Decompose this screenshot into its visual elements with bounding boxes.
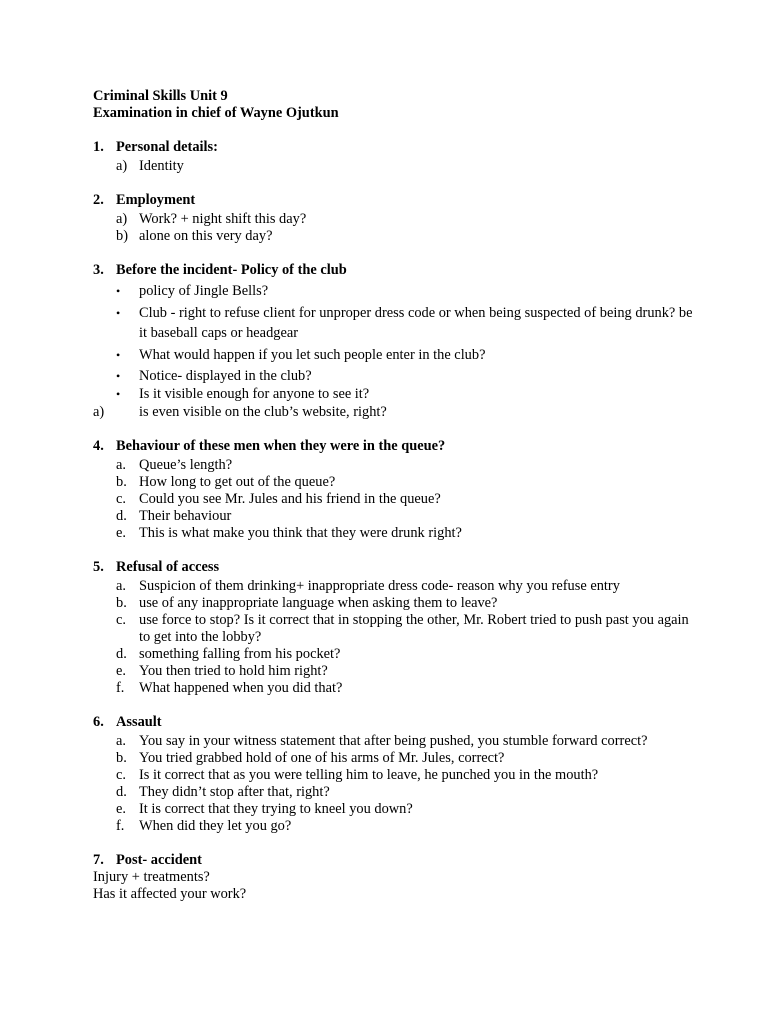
list-item: [93, 801, 693, 818]
list-item: [93, 733, 693, 750]
item-text: You then tried to hold him right?: [139, 663, 328, 679]
section-refusal-of-access: [93, 559, 693, 697]
text-line: Injury + treatments?: [93, 869, 210, 885]
item-text: It is correct that they trying to kneel you down?: [139, 801, 413, 817]
item-marker: a): [116, 211, 128, 227]
list-item: [93, 784, 693, 801]
section-heading: [93, 559, 693, 576]
item-list: [93, 211, 693, 245]
item-list: [93, 282, 693, 421]
item-marker: f.: [116, 818, 125, 834]
item-marker: a.: [116, 578, 126, 594]
item-text: Is it visible enough for anyone to see it?: [139, 386, 370, 402]
item-marker: b.: [116, 750, 127, 766]
item-text: Could you see Mr. Jules and his friend in the queue?: [139, 491, 441, 507]
section-behaviour-in-queue: [93, 438, 693, 542]
section-personal-details: [93, 139, 693, 175]
list-item: [93, 508, 693, 525]
document-title: Criminal Skills Unit 9: [93, 88, 228, 104]
section-heading: [93, 438, 693, 455]
item-marker: d.: [116, 508, 127, 524]
item-text: Notice- displayed in the club?: [139, 368, 312, 384]
item-text: Is it correct that as you were telling him to leave, he punched you in the mouth?: [139, 767, 599, 783]
section-number: 5.: [93, 559, 104, 575]
item-marker: c.: [116, 491, 126, 507]
list-item: [93, 578, 693, 595]
item-marker: d.: [116, 646, 127, 662]
item-text: Identity: [139, 158, 184, 174]
bullet-marker: •: [116, 348, 121, 362]
section-heading: [93, 139, 693, 156]
list-item: [93, 663, 693, 680]
item-marker: a.: [116, 733, 126, 749]
item-text: Their behaviour: [139, 508, 232, 524]
bullet-marker: •: [116, 369, 121, 383]
item-list: [93, 457, 693, 542]
item-marker: c.: [116, 612, 126, 628]
item-text: Work? + night shift this day?: [139, 211, 307, 227]
list-item: [93, 818, 693, 835]
section-title: Post- accident: [116, 852, 202, 868]
section-heading: [93, 852, 693, 869]
item-text: is even visible on the club’s website, right?: [139, 404, 387, 420]
list-item: [93, 525, 693, 542]
section-title: Personal details:: [116, 139, 218, 155]
section-number: 7.: [93, 852, 104, 868]
text-line: Has it affected your work?: [93, 886, 247, 902]
item-text: policy of Jingle Bells?: [139, 283, 269, 299]
section-title: Behaviour of these men when they were in the queue?: [116, 438, 446, 454]
list-item: [93, 595, 693, 612]
item-marker: a.: [116, 457, 126, 473]
section-number: 2.: [93, 192, 104, 208]
section-number: 4.: [93, 438, 104, 454]
list-item: [93, 403, 693, 421]
section-heading: [93, 192, 693, 209]
item-marker: e.: [116, 525, 126, 541]
item-text: alone on this very day?: [139, 228, 273, 244]
section-heading: [93, 262, 693, 279]
item-marker: d.: [116, 784, 127, 800]
list-item: [93, 646, 693, 663]
section-title: Assault: [116, 714, 162, 730]
list-item: [93, 158, 693, 175]
item-text: You say in your witness statement that after being pushed, you stumble forward correct?: [139, 733, 648, 749]
list-item: [93, 303, 693, 343]
section-title: Refusal of access: [116, 559, 220, 575]
bullet-marker: •: [116, 284, 121, 298]
item-marker: a): [116, 158, 128, 174]
item-marker: f.: [116, 680, 125, 696]
section-number: 6.: [93, 714, 104, 730]
item-text: How long to get out of the queue?: [139, 474, 336, 490]
item-text: What would happen if you let such people enter in the club?: [139, 347, 486, 363]
item-text: You tried grabbed hold of one of his arms of Mr. Jules, correct?: [139, 750, 505, 766]
bullet-marker: •: [116, 306, 121, 320]
list-item: [93, 346, 693, 364]
section-title: Employment: [116, 192, 196, 208]
item-marker: b.: [116, 595, 127, 611]
list-item: [93, 385, 693, 403]
item-marker: b.: [116, 474, 127, 490]
item-text: When did they let you go?: [139, 818, 292, 834]
list-item: [93, 680, 693, 697]
section-post-accident: [93, 852, 693, 903]
item-list: [93, 158, 693, 175]
item-marker: e.: [116, 663, 126, 679]
item-list: [93, 578, 693, 697]
list-item: [93, 457, 693, 474]
list-item: [93, 474, 693, 491]
item-text: Queue’s length?: [139, 457, 233, 473]
section-policy-of-club: [93, 262, 693, 421]
list-item: [93, 367, 693, 385]
document-body: [93, 88, 693, 903]
item-text: Suspicion of them drinking+ inappropriate dress code- reason why you refuse entry: [139, 578, 620, 594]
item-text: something falling from his pocket?: [139, 646, 341, 662]
item-marker: e.: [116, 801, 126, 817]
list-item: [93, 750, 693, 767]
item-text: What happened when you did that?: [139, 680, 343, 696]
section-heading: [93, 714, 693, 731]
section-assault: [93, 714, 693, 835]
document-subtitle: Examination in chief of Wayne Ojutkun: [93, 105, 339, 121]
list-item: [93, 211, 693, 228]
list-item: [93, 491, 693, 508]
item-text: Club - right to refuse client for unproper dress code or when being suspected of being drunk? be it baseball caps or headgear: [139, 305, 693, 341]
list-item: [93, 282, 693, 300]
item-marker: a): [93, 404, 105, 420]
item-marker: b): [116, 228, 128, 244]
list-item: [93, 767, 693, 784]
list-item: [93, 228, 693, 245]
list-item: [93, 612, 693, 646]
item-text: use of any inappropriate language when asking them to leave?: [139, 595, 498, 611]
item-marker: c.: [116, 767, 126, 783]
item-text: This is what make you think that they were drunk right?: [139, 525, 462, 541]
bullet-marker: •: [116, 387, 121, 401]
section-employment: [93, 192, 693, 245]
section-number: 3.: [93, 262, 104, 278]
section-title: Before the incident- Policy of the club: [116, 262, 347, 278]
section-number: 1.: [93, 139, 104, 155]
item-text: use force to stop? Is it correct that in stopping the other, Mr. Robert tried to push past you again to get into the lobby?: [139, 612, 689, 645]
item-text: They didn’t stop after that, right?: [139, 784, 330, 800]
item-list: [93, 733, 693, 835]
